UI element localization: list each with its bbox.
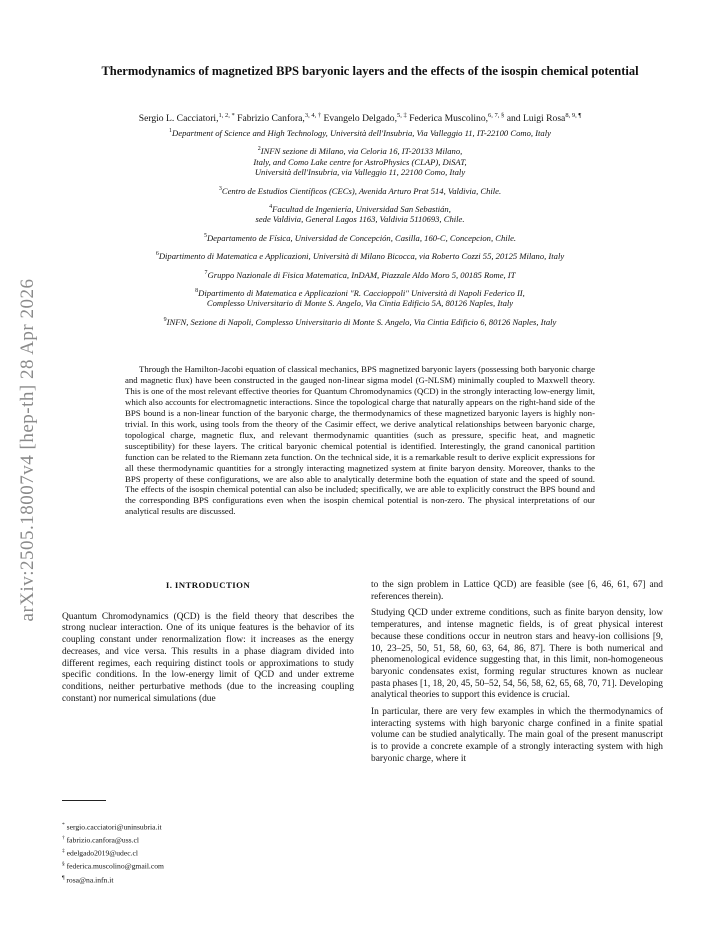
arxiv-identifier: arXiv:2505.18007v4 [hep-th] 28 Apr 2026 xyxy=(17,278,38,622)
footnote: * sergio.cacciatori@uninsubria.it xyxy=(62,822,162,832)
author: Fabrizio Canfora,$^{3, 4, \dagger}$ xyxy=(237,112,322,125)
footnote: ¶ rosa@na.infn.it xyxy=(62,874,114,885)
author: Federica Muscolino,$^{6, 7, \S}$ xyxy=(409,112,505,125)
author: and Luigi Rosa$^{8, 9, \P}$ xyxy=(506,112,582,125)
author: Sergio L. Cacciatori,$^{1, 2, *}$ xyxy=(138,112,235,125)
affiliation: $^1$Department of Science and High Technology, Università dell'Insubria, Via Valleggio 11, IT-22100 Como, Italy xyxy=(169,127,551,138)
footnote-list xyxy=(62,820,342,886)
affiliation: $^5$Departamento de Física, Universidad de Concepción, Casilla, 160-C, Concepcion, Chile. xyxy=(203,232,517,243)
affiliation: $^7$Gruppo Nazionale di Fisica Matematica, InDAM, Piazzale Aldo Moro 5, 00185 Rome, IT xyxy=(204,269,516,280)
affiliation-list xyxy=(60,126,660,333)
paper-title: Thermodynamics of magnetized BPS baryonic layers and the effects of the isospin chemical potential xyxy=(101,64,639,78)
body-paragraph: Quantum Chromodynamics (QCD) is the field theory that describes the strong nuclear interaction. One of its unique features is the behavior of its coupling constant under renormalization flow: it increases as the energy decreases, and vice versa. This results in a phase diagram divided into different regimes, each requiring distinct tools or approximations to study specific conditions. In the low-energy limit of QCD and under extreme conditions, neither perturbative methods (due to the increasing coupling constant) nor numerical simulations (due xyxy=(62,611,354,704)
affiliation: $^3$Centro de Estudios Científicos (CECs), Avenida Arturo Prat 514, Valdivia, Chile. xyxy=(218,185,502,196)
author: Evangelo Delgado,$^{5, \ddagger}$ xyxy=(323,112,407,125)
body-paragraph: In particular, there are very few examples in which the thermodynamics of interacting systems with high baryonic charge confined in a finite spatial volume can be studied analytically. The main goal of the present manuscript is to provide a concrete example of a strongly interacting system with high baryonic charge, where it xyxy=(371,707,663,764)
body-paragraph: to the sign problem in Lattice QCD) are feasible (see [6, 46, 61, 67] and references therein). xyxy=(371,580,663,602)
abstract: Through the Hamilton-Jacobi equation of classical mechanics, BPS magnetized baryonic layers (possessing both baryonic charge and magnetic flux) have been constructed in the gauged non-linear sigma model (G-NLSM) minimally coupled to Maxwell theory. This is one of the most relevant effective theories for Quantum Chromodynamics (QCD) in the strongly interacting low-energy limit, which also accounts for electromagnetic interactions. Since the topological charge that naturally appears on the right-hand side of the BPS bound is a non-linear function of the baryonic charge, the thermodynamics of these magnetized baryonic layers is highly non-trivial. In this work, using tools from the theory of the Casimir effect, we derive analytical relationships between baryonic charge, topological charge, magnetic flux, and relevant thermodynamic quantities (such as pressure, specific heat, and magnetic susceptibility) for these layers. The critical baryonic chemical potential is identified. Interestingly, the grand canonical partition function can be related to the Riemann zeta function. On the technical side, it is a remarkable result to derive explicit expressions for all these thermodynamic quantities for a strongly interacting magnetized system at finite baryon density. Moreover, thanks to the BPS property of these configurations, we are also able to analytically determine both the equation of state and the speed of sound. The effects of the isospin chemical potential can also be included; specifically, we are able to explicitly construct the BPS bound and the corresponding BPS configurations even when the isospin chemical potential is non-zero. The physical interpretations of our analytical results are discussed. xyxy=(125,364,595,517)
affiliation: $^2$INFN sezione di Milano, via Celoria 16, IT-20133 Milano, Italy, and Como Lake centre for AstroPhysics (CLAP), DiSAT, Università dell'Insubria, via Valleggio 11, 22100 Como, Italy xyxy=(253,146,467,178)
affiliation: $^4$Facultad de Ingeniería, Universidad San Sebastián, sede Valdivia, General Lagos 1163, Valdivia 5110693, Chile. xyxy=(255,203,465,225)
author-list xyxy=(40,110,680,125)
section-heading: I. INTRODUCTION xyxy=(165,580,251,590)
footnote-rule xyxy=(62,800,106,801)
affiliation: $^9$INFN, Sezione di Napoli, Complesso Universitario di Monte S. Angelo, Via Cintia Edificio 6, 80126 Naples, Italy xyxy=(163,316,557,327)
right-column xyxy=(371,580,663,771)
footnote: ‡ edelgado2019@udec.cl xyxy=(62,848,138,858)
arxiv-side-stamp xyxy=(8,240,48,660)
affiliation: $^6$Dipartimento di Matematica e Applicazioni, Università di Milano Bicocca, via Roberto Cozzi 55, 20125 Milano, Italy xyxy=(155,251,565,262)
footnote: † fabrizio.canfora@uss.cl xyxy=(62,835,140,845)
left-column xyxy=(62,580,354,710)
footnote: § federica.muscolino@gmail.com xyxy=(62,861,164,871)
affiliation: $^8$Dipartimento di Matematica e Applicazioni "R. Caccioppoli" Università di Napoli Federico II, Complesso Universitario di Monte S. Angelo, Via Cintia Edificio 5A, 80126 Naples, Italy xyxy=(195,287,525,309)
body-paragraph: Studying QCD under extreme conditions, such as finite baryon density, low temperatures, and intense magnetic fields, is of great physical interest because these conditions occur in neutron stars and heavy-ion collisions [9, 10, 23–25, 50, 51, 58, 60, 63, 64, 86, 87]. There is both numerical and phenomenological evidence suggesting that, in this limit, non-homogeneous baryonic condensates exist, forming regular structures known as nuclear pasta phases [1, 18, 20, 45, 50–52, 54, 56, 58, 62, 65, 68, 70, 71]. Developing analytical theories to support this evidence is crucial. xyxy=(371,608,663,701)
